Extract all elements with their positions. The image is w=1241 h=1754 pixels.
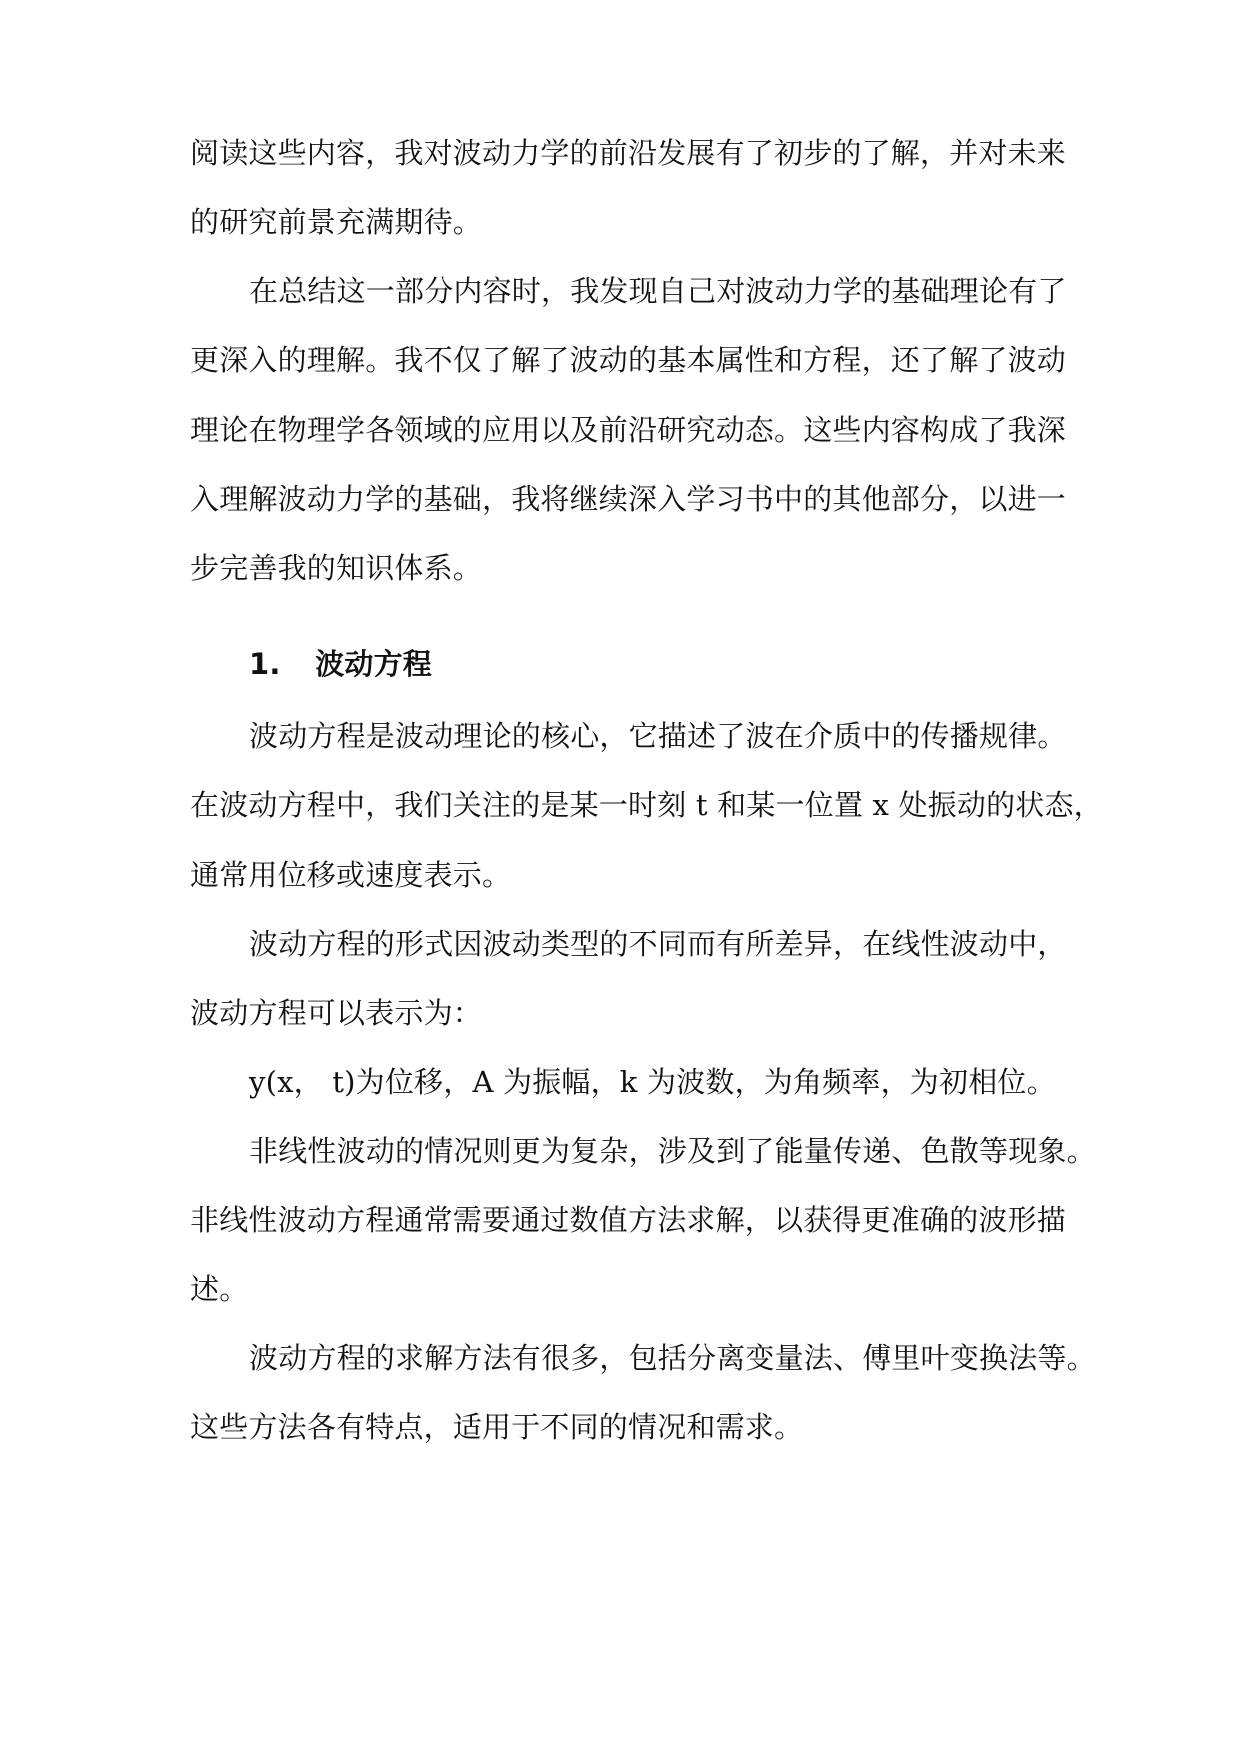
paragraph-line: 通常用位移或速度表示。	[190, 858, 512, 892]
paragraph-line: 波动方程的形式因波动类型的不同而有所差异，在线性波动中，	[249, 927, 1067, 961]
paragraph-line: 波动方程是波动理论的核心，它描述了波在介质中的传播规律。	[249, 719, 1067, 753]
paragraph-line: 阅读这些内容，我对波动力学的前沿发展有了初步的了解，并对未来	[190, 136, 1067, 170]
paragraph-line: 理论在物理学各领域的应用以及前沿研究动态。这些内容构成了我深	[190, 413, 1067, 447]
paragraph-line: 步完善我的知识体系。	[190, 551, 483, 585]
section-title: 波动方程	[315, 647, 433, 681]
paragraph-line: 这些方法各有特点，适用于不同的情况和需求。	[190, 1410, 804, 1444]
paragraph-line: 非线性波动的情况则更为复杂，涉及到了能量传递、色散等现象。	[249, 1134, 1096, 1168]
paragraph-line: y(x， t)为位移，A 为振幅，k 为波数，为角频率，为初相位。	[249, 1065, 1056, 1099]
paragraph-line: 述。	[190, 1272, 249, 1306]
section-heading	[249, 644, 432, 684]
section-number: 1.	[249, 647, 281, 681]
paragraph-line: 更深入的理解。我不仅了解了波动的基本属性和方程，还了解了波动	[190, 343, 1067, 377]
paragraph-line: 在总结这一部分内容时，我发现自己对波动力学的基础理论有了	[249, 274, 1067, 308]
paragraph-line: 在波动方程中，我们关注的是某一时刻 t 和某一位置 x 处振动的状态，	[190, 788, 1103, 822]
paragraph-line: 的研究前景充满期待。	[190, 205, 483, 239]
paragraph-line: 入理解波动力学的基础，我将继续深入学习书中的其他部分，以进一	[190, 482, 1067, 516]
paragraph-line: 非线性波动方程通常需要通过数值方法求解，以获得更准确的波形描	[190, 1203, 1067, 1237]
paragraph-line: 波动方程可以表示为：	[190, 996, 483, 1030]
paragraph-line: 波动方程的求解方法有很多，包括分离变量法、傅里叶变换法等。	[249, 1341, 1096, 1375]
